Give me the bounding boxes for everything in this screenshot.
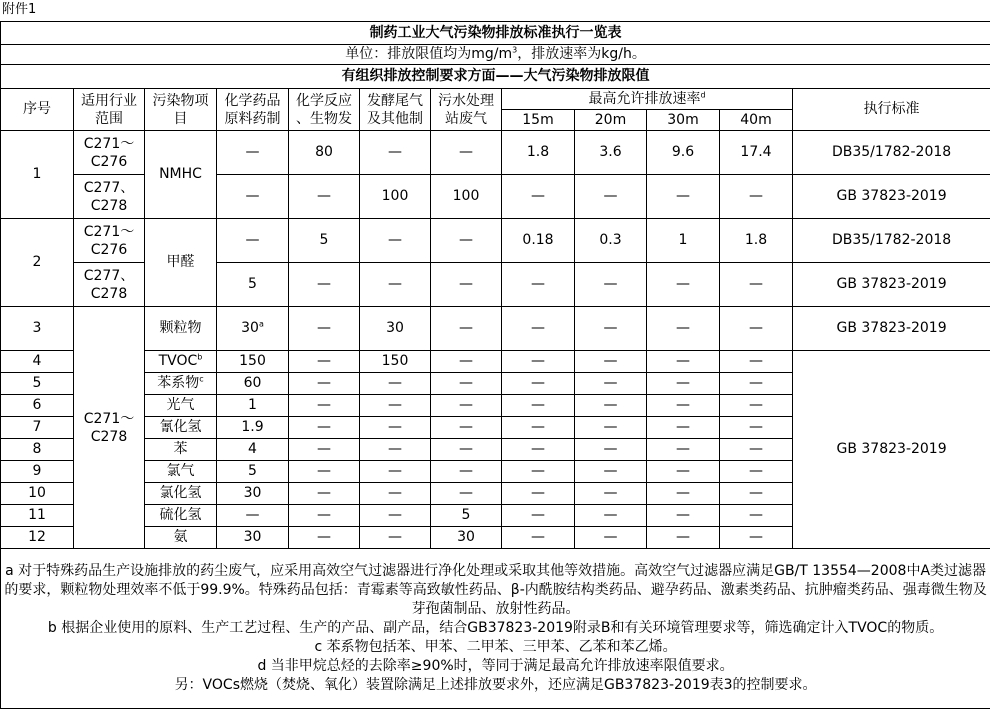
header-chem: 化学药品 原料药制: [217, 89, 289, 131]
subtitle-row: [1, 65, 990, 89]
value-cell: 1: [647, 219, 720, 263]
header-industry: 适用行业 范围: [74, 89, 145, 131]
dash-cell: —: [502, 373, 575, 395]
dash-cell: —: [217, 505, 289, 527]
value-cell: 9.6: [647, 131, 720, 175]
dash-cell: —: [647, 461, 720, 483]
pollutant-cell: NMHC: [145, 131, 217, 219]
value-cell: 80: [289, 131, 360, 175]
dash-cell: —: [360, 219, 431, 263]
dash-cell: —: [217, 175, 289, 219]
table-title: 制药工业大气污染物排放标准执行一览表: [1, 22, 990, 45]
dash-cell: —: [647, 395, 720, 417]
dash-cell: —: [360, 461, 431, 483]
value-cell: 5: [217, 263, 289, 307]
industry-cell: C277、 C278: [74, 263, 145, 307]
dash-cell: —: [720, 483, 793, 505]
dash-cell: —: [720, 439, 793, 461]
dash-cell: —: [502, 439, 575, 461]
seq-cell: 11: [1, 505, 74, 527]
dash-cell: —: [647, 263, 720, 307]
dash-cell: —: [431, 373, 502, 395]
dash-cell: —: [575, 351, 647, 373]
dash-cell: —: [360, 417, 431, 439]
header-15m: 15m: [502, 110, 575, 131]
pollutant-cell: TVOC$^b$: [145, 351, 217, 373]
dash-cell: —: [431, 351, 502, 373]
header-30m: 30m: [647, 110, 720, 131]
dash-cell: —: [360, 483, 431, 505]
dash-cell: —: [575, 373, 647, 395]
header-pollutant: 污染物项 目: [145, 89, 217, 131]
table-row: [1, 351, 990, 373]
dash-cell: —: [289, 461, 360, 483]
dash-cell: —: [360, 527, 431, 549]
dash-cell: —: [431, 417, 502, 439]
dash-cell: —: [502, 175, 575, 219]
value-cell: 0.18: [502, 219, 575, 263]
dash-cell: —: [217, 131, 289, 175]
dash-cell: —: [720, 417, 793, 439]
seq-cell: 10: [1, 483, 74, 505]
dash-cell: —: [575, 505, 647, 527]
pollutant-cell: 苯系物$^c$: [145, 373, 217, 395]
pollutant-cell: 苯: [145, 439, 217, 461]
pollutant-cell: 氯化氢: [145, 483, 217, 505]
dash-cell: —: [431, 219, 502, 263]
dash-cell: —: [720, 373, 793, 395]
footnotes: [1, 549, 990, 709]
industry-cell: C271～ C276: [74, 219, 145, 263]
dash-cell: —: [720, 175, 793, 219]
header-row-1: [1, 89, 990, 110]
dash-cell: —: [360, 395, 431, 417]
pollutant-cell: 甲醛: [145, 219, 217, 307]
dash-cell: —: [575, 439, 647, 461]
seq-cell: 5: [1, 373, 74, 395]
pollutant-cell: 硫化氢: [145, 505, 217, 527]
dash-cell: —: [647, 351, 720, 373]
value-cell: 3.6: [575, 131, 647, 175]
standard-cell: GB 37823-2019: [793, 351, 990, 549]
seq-cell: 7: [1, 417, 74, 439]
value-cell: 100: [431, 175, 502, 219]
dash-cell: —: [502, 417, 575, 439]
seq-cell: 2: [1, 219, 74, 307]
dash-cell: —: [502, 351, 575, 373]
value-cell: 5: [289, 219, 360, 263]
value-cell: 1.9: [217, 417, 289, 439]
dash-cell: —: [289, 505, 360, 527]
value-cell: 1: [217, 395, 289, 417]
value-cell: 60: [217, 373, 289, 395]
value-cell: 150: [217, 351, 289, 373]
dash-cell: —: [502, 307, 575, 351]
dash-cell: —: [360, 505, 431, 527]
seq-cell: 3: [1, 307, 74, 351]
value-cell: 30: [431, 527, 502, 549]
dash-cell: —: [575, 395, 647, 417]
value-cell: 1.8: [502, 131, 575, 175]
dash-cell: —: [720, 351, 793, 373]
footnote-other: 另：VOCs燃烧（焚烧、氧化）装置除满足上述排放要求外，还应满足GB37823-2019表3的控制要求。: [174, 677, 817, 693]
industry-cell: C277、 C278: [74, 175, 145, 219]
pollutant-cell: 氯气: [145, 461, 217, 483]
dash-cell: —: [289, 527, 360, 549]
seq-cell: 9: [1, 461, 74, 483]
unit-row: [1, 45, 990, 65]
section-subtitle: 有组织排放控制要求方面——大气污染物排放限值: [1, 65, 990, 89]
pollutant-cell: 颗粒物: [145, 307, 217, 351]
header-standard: 执行标准: [793, 89, 990, 131]
value-cell: 0.3: [575, 219, 647, 263]
dash-cell: —: [360, 373, 431, 395]
value-cell: 5: [217, 461, 289, 483]
dash-cell: —: [647, 417, 720, 439]
pollutant-cell: 氰化氢: [145, 417, 217, 439]
value-cell: 1.8: [720, 219, 793, 263]
standard-cell: GB 37823-2019: [793, 307, 990, 351]
dash-cell: —: [575, 461, 647, 483]
seq-cell: 1: [1, 131, 74, 219]
dash-cell: —: [360, 439, 431, 461]
footnote-a: a 对于特殊药品生产设施排放的药尘废气，应采用高效空气过滤器进行净化处理或采取其他等效措施。高效空气过滤器应满足GB/T 13554—2008中A类过滤器的要求，颗粒物处理效率不低于99.9%。特殊药品包括：青霉素等高致敏性药品、β-内酰胺结构类药品、避孕药品、激素类药品、抗肿瘤类药品、强毒微生物及芽孢菌制品、放射性药品。: [4, 563, 987, 617]
dash-cell: —: [575, 527, 647, 549]
dash-cell: —: [575, 417, 647, 439]
dash-cell: —: [720, 505, 793, 527]
dash-cell: —: [289, 439, 360, 461]
pollutant-cell: 氨: [145, 527, 217, 549]
dash-cell: —: [575, 483, 647, 505]
dash-cell: —: [289, 395, 360, 417]
unit-note: 单位：排放限值均为$mg/m^3$，排放速率为kg/h。: [1, 45, 990, 65]
dash-cell: —: [575, 263, 647, 307]
standard-cell: GB 37823-2019: [793, 175, 990, 219]
value-cell: 5: [431, 505, 502, 527]
dash-cell: —: [575, 307, 647, 351]
dash-cell: —: [720, 395, 793, 417]
seq-cell: 8: [1, 439, 74, 461]
footnote-d: d 当非甲烷总烃的去除率≥90%时，等同于满足最高允许排放速率限值要求。: [257, 658, 734, 674]
dash-cell: —: [289, 175, 360, 219]
header-20m: 20m: [575, 110, 647, 131]
standard-cell: DB35/1782-2018: [793, 219, 990, 263]
dash-cell: —: [431, 461, 502, 483]
value-cell: 150: [360, 351, 431, 373]
header-rate: 最高允许排放速率$^d$: [502, 89, 793, 110]
dash-cell: —: [431, 131, 502, 175]
dash-cell: —: [720, 307, 793, 351]
dash-cell: —: [647, 527, 720, 549]
footnote-b: b 根据企业使用的原料、生产工艺过程、生产的产品、副产品，结合GB37823-2019附录B和有关环境管理要求等，筛选确定计入TVOC的物质。: [47, 620, 944, 636]
dash-cell: —: [502, 263, 575, 307]
emission-standards-table: [0, 21, 990, 709]
dash-cell: —: [502, 395, 575, 417]
header-seq: 序号: [1, 89, 74, 131]
dash-cell: —: [431, 307, 502, 351]
pollutant-cell: 光气: [145, 395, 217, 417]
header-ferment: 发酵尾气 及其他制: [360, 89, 431, 131]
title-row: [1, 22, 990, 45]
dash-cell: —: [720, 527, 793, 549]
dash-cell: —: [575, 175, 647, 219]
industry-cell: C271～ C276: [74, 131, 145, 175]
dash-cell: —: [647, 373, 720, 395]
value-cell: 100: [360, 175, 431, 219]
footnote-c: c 苯系物包括苯、甲苯、二甲苯、三甲苯、乙苯和苯乙烯。: [314, 639, 677, 655]
value-cell: 30: [217, 527, 289, 549]
dash-cell: —: [431, 483, 502, 505]
value-cell: 30: [217, 483, 289, 505]
dash-cell: —: [289, 307, 360, 351]
seq-cell: 12: [1, 527, 74, 549]
dash-cell: —: [647, 307, 720, 351]
dash-cell: —: [647, 505, 720, 527]
table-row: [1, 131, 990, 175]
dash-cell: —: [431, 395, 502, 417]
dash-cell: —: [431, 439, 502, 461]
dash-cell: —: [289, 483, 360, 505]
table-row: [1, 219, 990, 263]
value-cell: 30: [360, 307, 431, 351]
attachment-label: 附件1: [2, 2, 37, 17]
dash-cell: —: [502, 461, 575, 483]
value-cell: 30$^a$: [217, 307, 289, 351]
dash-cell: —: [647, 175, 720, 219]
dash-cell: —: [360, 263, 431, 307]
dash-cell: —: [502, 527, 575, 549]
dash-cell: —: [289, 373, 360, 395]
value-cell: 4: [217, 439, 289, 461]
dash-cell: —: [720, 263, 793, 307]
standard-cell: DB35/1782-2018: [793, 131, 990, 175]
dash-cell: —: [647, 483, 720, 505]
dash-cell: —: [502, 483, 575, 505]
dash-cell: —: [720, 461, 793, 483]
dash-cell: —: [289, 263, 360, 307]
dash-cell: —: [647, 439, 720, 461]
header-40m: 40m: [720, 110, 793, 131]
table-row: [1, 307, 990, 351]
seq-cell: 4: [1, 351, 74, 373]
dash-cell: —: [289, 351, 360, 373]
standard-cell: GB 37823-2019: [793, 263, 990, 307]
dash-cell: —: [217, 219, 289, 263]
seq-cell: 6: [1, 395, 74, 417]
header-sewage: 污水处理 站废气: [431, 89, 502, 131]
dash-cell: —: [431, 263, 502, 307]
dash-cell: —: [289, 417, 360, 439]
notes-row: [1, 549, 990, 709]
dash-cell: —: [502, 505, 575, 527]
dash-cell: —: [360, 131, 431, 175]
value-cell: 17.4: [720, 131, 793, 175]
industry-cell: C271～ C278: [74, 307, 145, 549]
header-reaction: 化学反应 、生物发: [289, 89, 360, 131]
